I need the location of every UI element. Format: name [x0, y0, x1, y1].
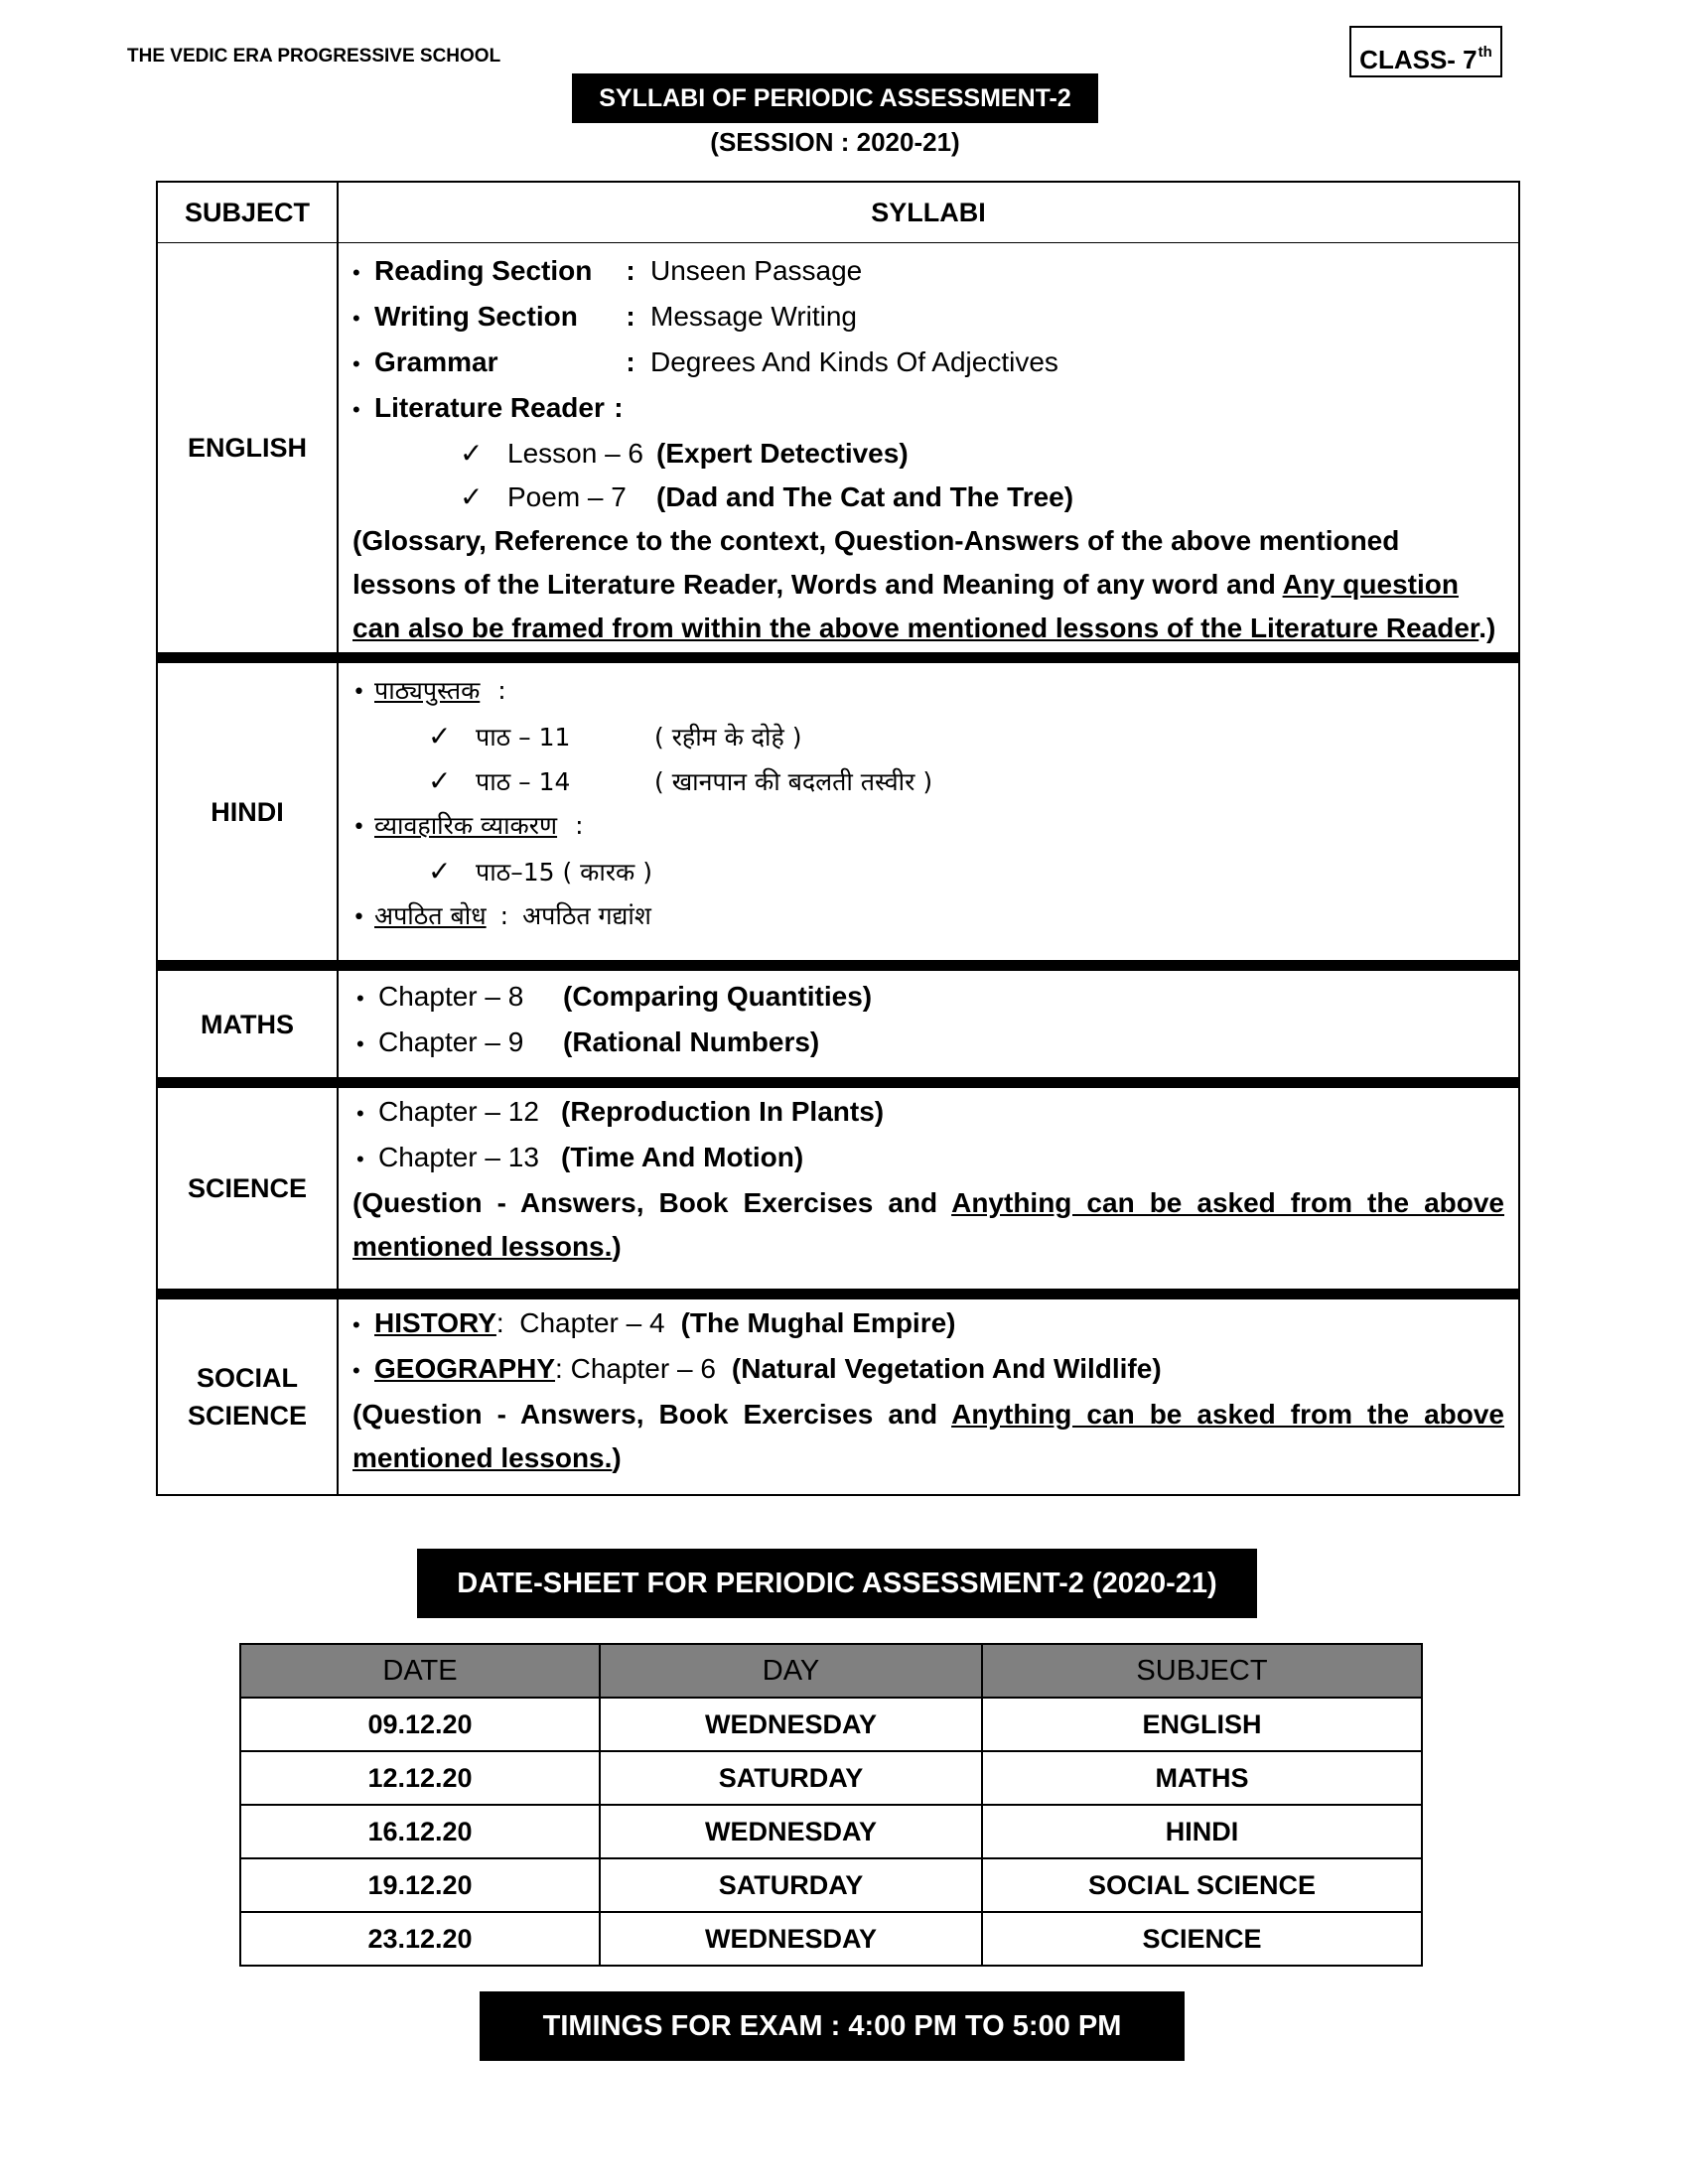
- list-item: • अपठित बोध : अपठित गद्यांश: [352, 894, 1504, 940]
- note-end: ): [612, 1442, 622, 1473]
- social-row: [158, 1289, 1518, 1494]
- maths-syllabus: [339, 971, 1518, 1077]
- note-end: .): [1478, 613, 1496, 643]
- datesheet-table: [239, 1643, 1423, 1967]
- check-icon: ✓: [460, 481, 484, 512]
- note-underlined: Anything can be asked from the above mentioned lessons.: [352, 1399, 1504, 1473]
- item-value: Unseen Passage: [650, 255, 863, 286]
- item-value: Degrees And Kinds Of Adjectives: [650, 346, 1058, 377]
- lesson-item: [352, 759, 1504, 804]
- item-value: Message Writing: [650, 301, 858, 332]
- list-item: • GEOGRAPHY : Chapter – 6 (Natural Vegetation And Wildlife): [352, 1347, 1504, 1393]
- note-underlined: Anything can be asked from the above mentioned lessons.: [352, 1187, 1504, 1262]
- list-item: • Literature Reader :: [352, 386, 1504, 432]
- note-text: (Question - Answers, Book Exercises and: [352, 1187, 952, 1218]
- history-chapter: Chapter – 4: [519, 1307, 665, 1338]
- chapter-name: Chapter – 8: [378, 981, 524, 1012]
- lesson-name: पाठ – 11: [476, 723, 571, 751]
- maths-row: [158, 960, 1518, 1077]
- table-row: [240, 1912, 1422, 1966]
- class-box: [1349, 26, 1502, 77]
- cell-subject: HINDI: [982, 1805, 1422, 1858]
- lesson-item: [352, 476, 1504, 519]
- check-icon: ✓: [460, 438, 484, 469]
- lesson-title: (Dad and The Cat and The Tree): [656, 481, 1074, 512]
- list-item: • Reading Section : Unseen Passage: [352, 249, 1504, 295]
- header-subject: SUBJECT: [158, 183, 339, 242]
- chapter-title: (Comparing Quantities): [563, 981, 873, 1012]
- cell-day: WEDNESDAY: [600, 1912, 982, 1966]
- item-label: Reading Section: [374, 255, 593, 286]
- unseen-value: अपठित गद्यांश: [522, 901, 651, 930]
- cell-subject: SOCIAL SCIENCE: [982, 1858, 1422, 1912]
- english-syllabus: [339, 243, 1518, 652]
- english-subject: ENGLISH: [158, 243, 339, 652]
- table-row: [240, 1805, 1422, 1858]
- history-label: HISTORY: [374, 1307, 496, 1338]
- cell-date: 09.12.20: [240, 1698, 600, 1751]
- lesson-title: ( खानपान की बदलती तस्वीर ): [654, 767, 933, 796]
- school-name: THE VEDIC ERA PROGRESSIVE SCHOOL: [127, 46, 501, 67]
- cell-day: SATURDAY: [600, 1751, 982, 1805]
- cell-subject: SCIENCE: [982, 1912, 1422, 1966]
- cell-subject: ENGLISH: [982, 1698, 1422, 1751]
- class-superscript: th: [1477, 44, 1492, 61]
- lesson-title: (Expert Detectives): [656, 438, 909, 469]
- cell-date: 12.12.20: [240, 1751, 600, 1805]
- table-row: [240, 1751, 1422, 1805]
- geography-chapter: Chapter – 6: [570, 1353, 716, 1384]
- chapter-title: (Rational Numbers): [563, 1026, 820, 1057]
- header-subject: SUBJECT: [982, 1644, 1422, 1698]
- unseen-label: अपठित बोध: [374, 901, 487, 930]
- social-syllabus: [339, 1299, 1518, 1494]
- science-row: [158, 1077, 1518, 1289]
- table-row: [240, 1858, 1422, 1912]
- lesson-item: [352, 432, 1504, 476]
- syllabus-header-row: [158, 183, 1518, 242]
- check-icon: ✓: [428, 720, 452, 752]
- cell-date: 23.12.20: [240, 1912, 600, 1966]
- english-note: [352, 519, 1504, 650]
- check-icon: ✓: [428, 764, 452, 797]
- chapter-title: (Reproduction In Plants): [561, 1096, 885, 1127]
- syllabus-table: [156, 181, 1520, 1496]
- geography-title: (Natural Vegetation And Wildlife): [731, 1353, 1162, 1384]
- cell-date: 19.12.20: [240, 1858, 600, 1912]
- lesson-name: Lesson – 6: [507, 438, 643, 469]
- note-text: (Glossary, Reference to the context, Question-Answers of the above mentioned lessons of the Literature Reader, Words and Meaning of any word and: [352, 525, 1400, 600]
- list-item: • व्यावहारिक व्याकरण :: [352, 804, 1504, 850]
- lesson-item: [352, 715, 1504, 759]
- social-line2: SCIENCE: [187, 1401, 308, 1431]
- cell-subject: MATHS: [982, 1751, 1422, 1805]
- table-row: [240, 1698, 1422, 1751]
- header-day: DAY: [600, 1644, 982, 1698]
- cell-date: 16.12.20: [240, 1805, 600, 1858]
- social-line1: SOCIAL: [196, 1363, 298, 1393]
- lesson-item: [352, 850, 1504, 894]
- cell-day: SATURDAY: [600, 1858, 982, 1912]
- page-title: SYLLABI OF PERIODIC ASSESSMENT-2: [572, 73, 1098, 123]
- item-label: Grammar: [374, 346, 498, 377]
- science-note: [352, 1181, 1504, 1269]
- history-title: (The Mughal Empire): [680, 1307, 956, 1338]
- grammar-lesson: पाठ–15 ( कारक ): [476, 858, 652, 887]
- chapter-name: Chapter – 12: [378, 1096, 539, 1127]
- textbook-label: पाठ्यपुस्तक: [374, 676, 481, 705]
- exam-timings: TIMINGS FOR EXAM : 4:00 PM TO 5:00 PM: [480, 1991, 1185, 2061]
- lesson-name: Poem – 7: [507, 481, 627, 512]
- cell-day: WEDNESDAY: [600, 1698, 982, 1751]
- hindi-row: [158, 652, 1518, 960]
- note-text: (Question - Answers, Book Exercises and: [352, 1399, 952, 1430]
- geography-label: GEOGRAPHY: [374, 1353, 556, 1384]
- cell-day: WEDNESDAY: [600, 1805, 982, 1858]
- list-item: • HISTORY : Chapter – 4 (The Mughal Empire): [352, 1301, 1504, 1347]
- literature-label: Literature Reader: [374, 392, 605, 423]
- list-item: • Chapter – 12 (Reproduction In Plants): [352, 1090, 1504, 1136]
- list-item: • Chapter – 13 (Time And Motion): [352, 1136, 1504, 1181]
- session-label: (SESSION : 2020-21): [710, 127, 960, 157]
- class-label: CLASS- 7: [1359, 45, 1477, 74]
- check-icon: ✓: [428, 855, 452, 887]
- list-item: • Chapter – 8 (Comparing Quantities): [352, 975, 1504, 1021]
- list-item: • Grammar : Degrees And Kinds Of Adjectives: [352, 341, 1504, 386]
- note-end: ): [612, 1231, 622, 1262]
- header-syllabi: SYLLABI: [871, 198, 986, 227]
- grammar-label: व्यावहारिक व्याकरण: [374, 811, 558, 840]
- maths-subject: MATHS: [158, 971, 339, 1077]
- header-date: DATE: [240, 1644, 600, 1698]
- list-item: • पाठ्यपुस्तक :: [352, 669, 1504, 715]
- english-row: [158, 242, 1518, 652]
- list-item: • Chapter – 9 (Rational Numbers): [352, 1021, 1504, 1066]
- datesheet-title: DATE-SHEET FOR PERIODIC ASSESSMENT-2 (2020-21): [417, 1549, 1257, 1618]
- item-label: Writing Section: [374, 301, 578, 332]
- lesson-title: ( रहीम के दोहे ): [654, 723, 802, 751]
- science-syllabus: [339, 1088, 1518, 1289]
- note-underlined: Any question can also be framed from within the above mentioned lessons of the Literature Reader: [352, 569, 1479, 643]
- hindi-syllabus: [339, 663, 1518, 960]
- datesheet-header-row: [240, 1644, 1422, 1698]
- social-note: [352, 1393, 1504, 1480]
- chapter-name: Chapter – 13: [378, 1142, 539, 1172]
- chapter-title: (Time And Motion): [561, 1142, 804, 1172]
- social-subject: [158, 1299, 339, 1494]
- science-subject: SCIENCE: [158, 1088, 339, 1289]
- hindi-subject: HINDI: [158, 663, 339, 960]
- lesson-name: पाठ – 14: [476, 767, 571, 796]
- chapter-name: Chapter – 9: [378, 1026, 524, 1057]
- list-item: • Writing Section : Message Writing: [352, 295, 1504, 341]
